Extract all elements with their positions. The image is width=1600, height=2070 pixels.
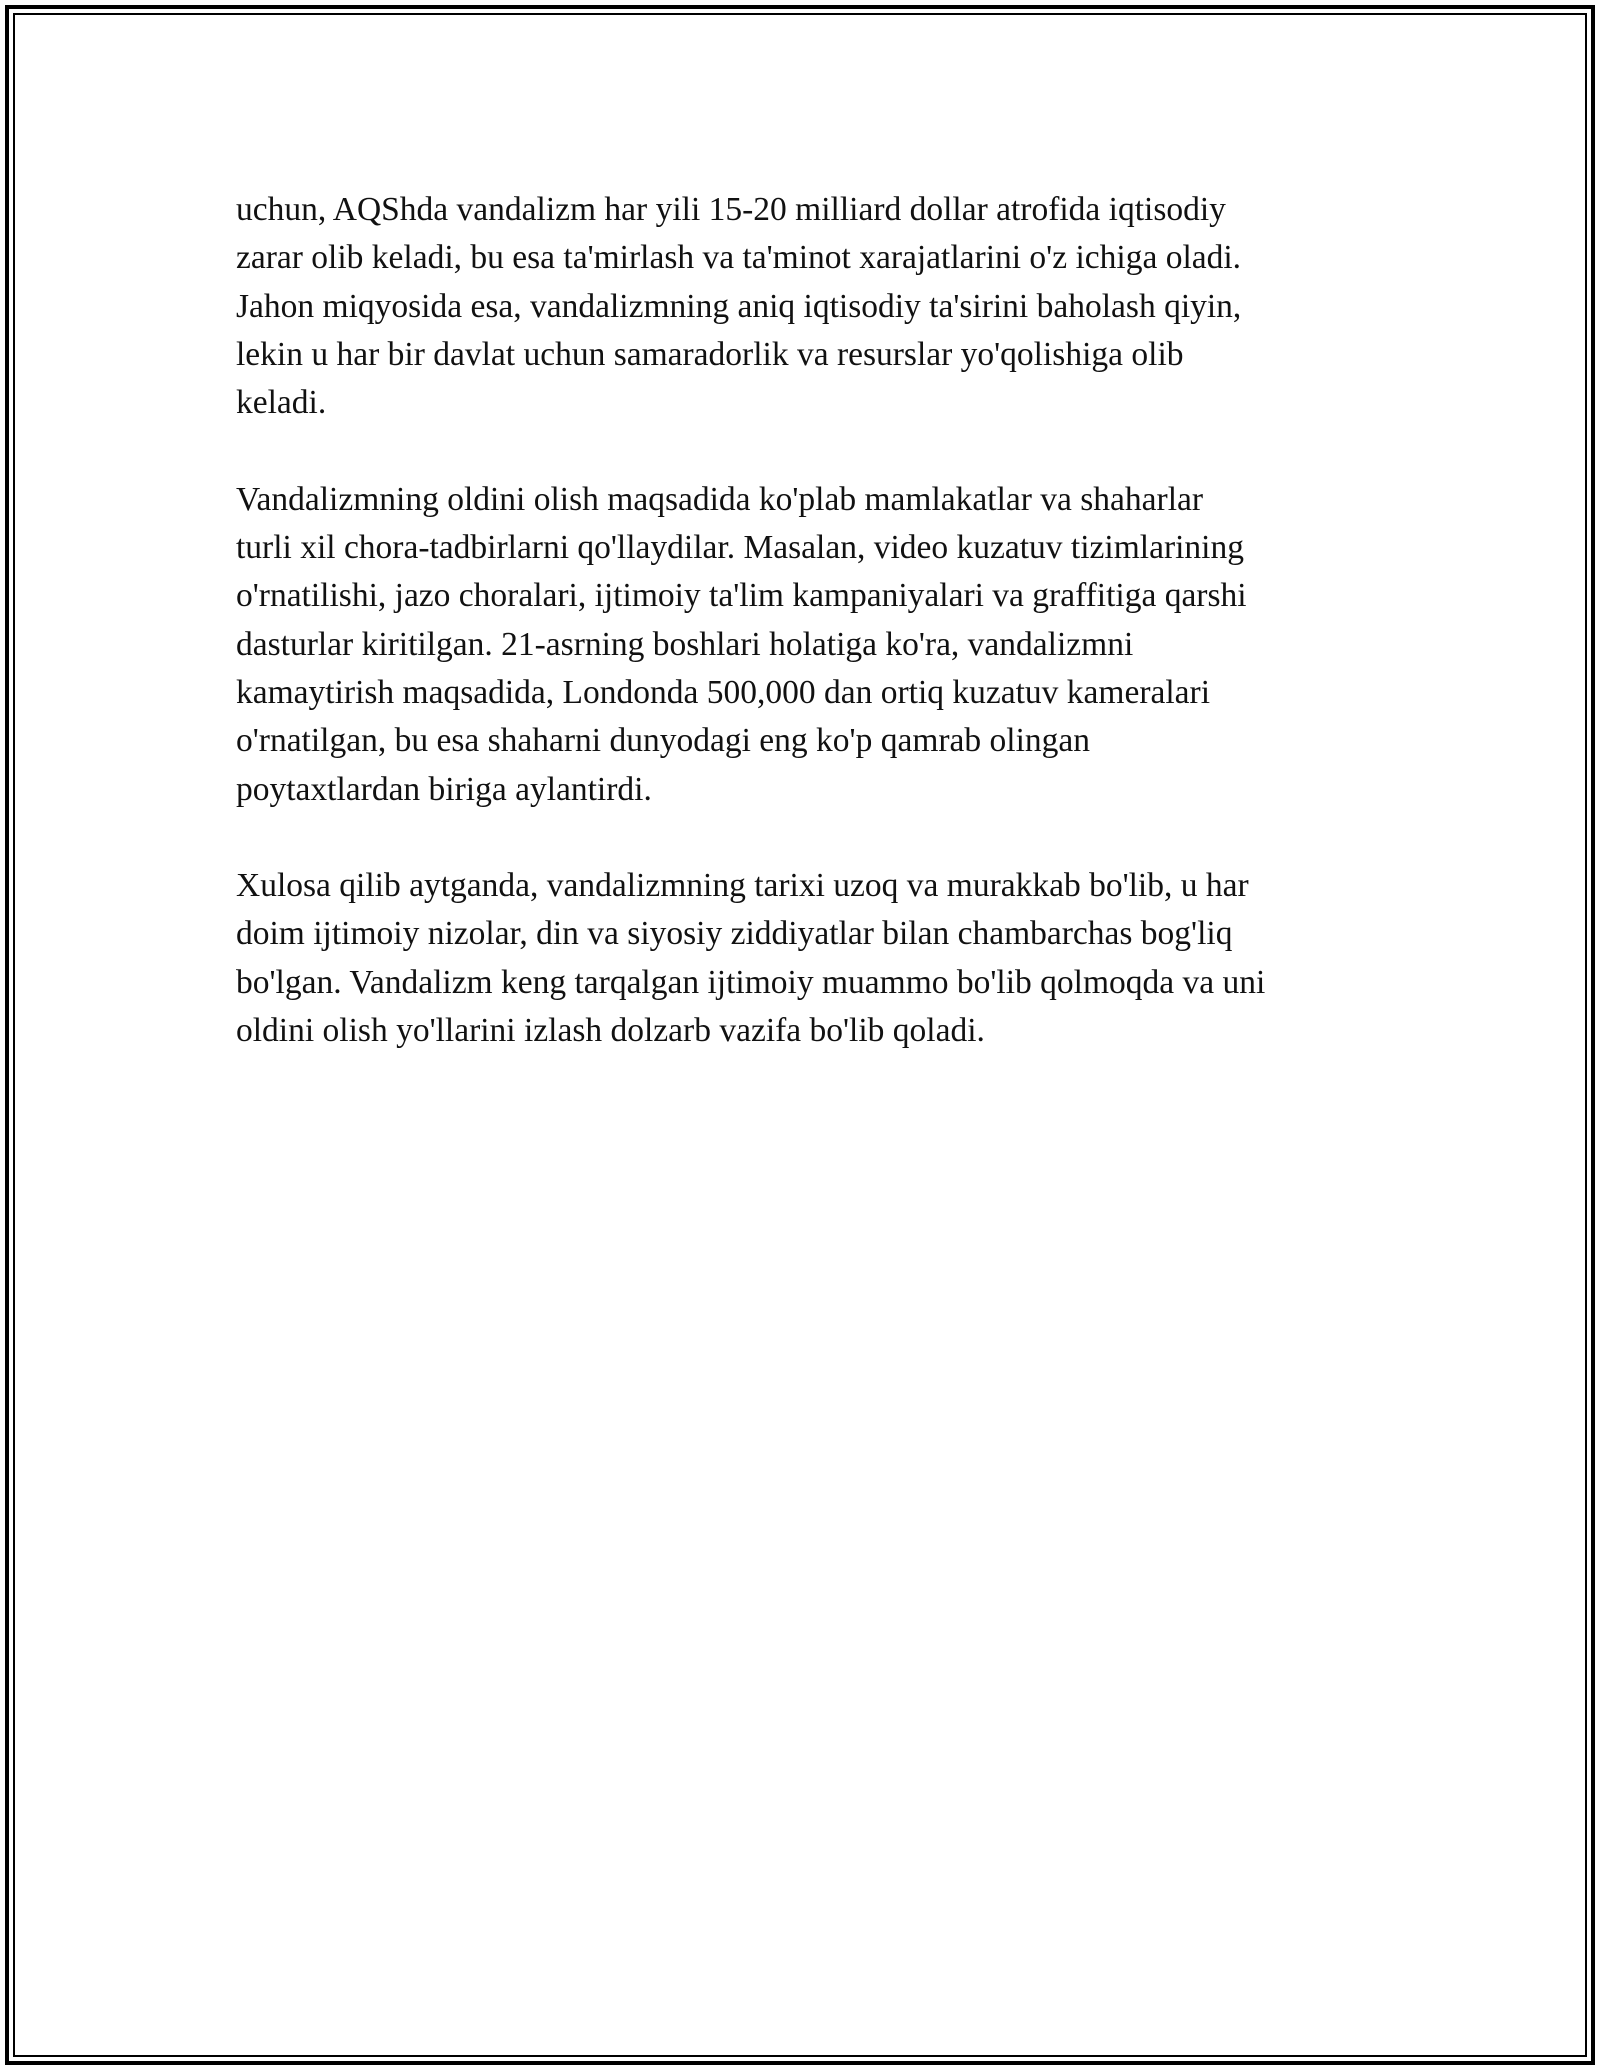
text-line: lekin u har bir davlat uchun samaradorlik va resurslar yo'qolishiga olib (236, 335, 1184, 373)
text-line: Xulosa qilib aytganda, vandalizmning tarixi uzoq va murakkab bo'lib, u har (236, 867, 1249, 905)
text-line: uchun, AQShda vandalizm har yili 15-20 milliard dollar atrofida iqtisodiy (236, 191, 1226, 228)
text-line: oldini olish yo'llarini izlash dolzarb vazifa bo'lib qoladi. (236, 1012, 985, 1050)
text-line: dasturlar kiritilgan. 21-asrning boshlari holatiga ko'ra, vandalizmni (236, 625, 1134, 663)
text-line: turli xil chora-tadbirlarni qo'llaydilar. Masalan, video kuzatuv tizimlarining (236, 529, 1244, 567)
paragraph-conclusion (236, 862, 1376, 1055)
paragraph-economic-damage (236, 186, 1376, 427)
text-line: o'rnatilgan, bu esa shaharni dunyodagi eng ko'p qamrab olingan (236, 722, 1091, 760)
text-line: bo'lgan. Vandalizm keng tarqalgan ijtimoiy muammo bo'lib qolmoqda va uni (236, 963, 1266, 1001)
paragraph-prevention-measures (236, 476, 1376, 814)
text-line: poytaxtlardan biriga aylantirdi. (236, 770, 652, 808)
text-line: Jahon miqyosida esa, vandalizmning aniq iqtisodiy ta'sirini baholash qiyin, (236, 287, 1242, 325)
text-line: keladi. (236, 384, 327, 422)
document-body (236, 186, 1376, 1104)
text-line: doim ijtimoiy nizolar, din va siyosiy ziddiyatlar bilan chambarchas bog'liq (236, 915, 1233, 953)
text-line: zarar olib keladi, bu esa ta'mirlash va ta'minot xarajatlarini o'z ichiga oladi. (236, 239, 1242, 277)
text-line: o'rnatilishi, jazo choralari, ijtimoiy ta'lim kampaniyalari va graffitiga qarshi (236, 577, 1247, 615)
text-line: Vandalizmning oldini olish maqsadida ko'plab mamlakatlar va shaharlar (236, 480, 1204, 518)
text-line: kamaytirish maqsadida, Londonda 500,000 dan ortiq kuzatuv kameralari (236, 673, 1211, 711)
